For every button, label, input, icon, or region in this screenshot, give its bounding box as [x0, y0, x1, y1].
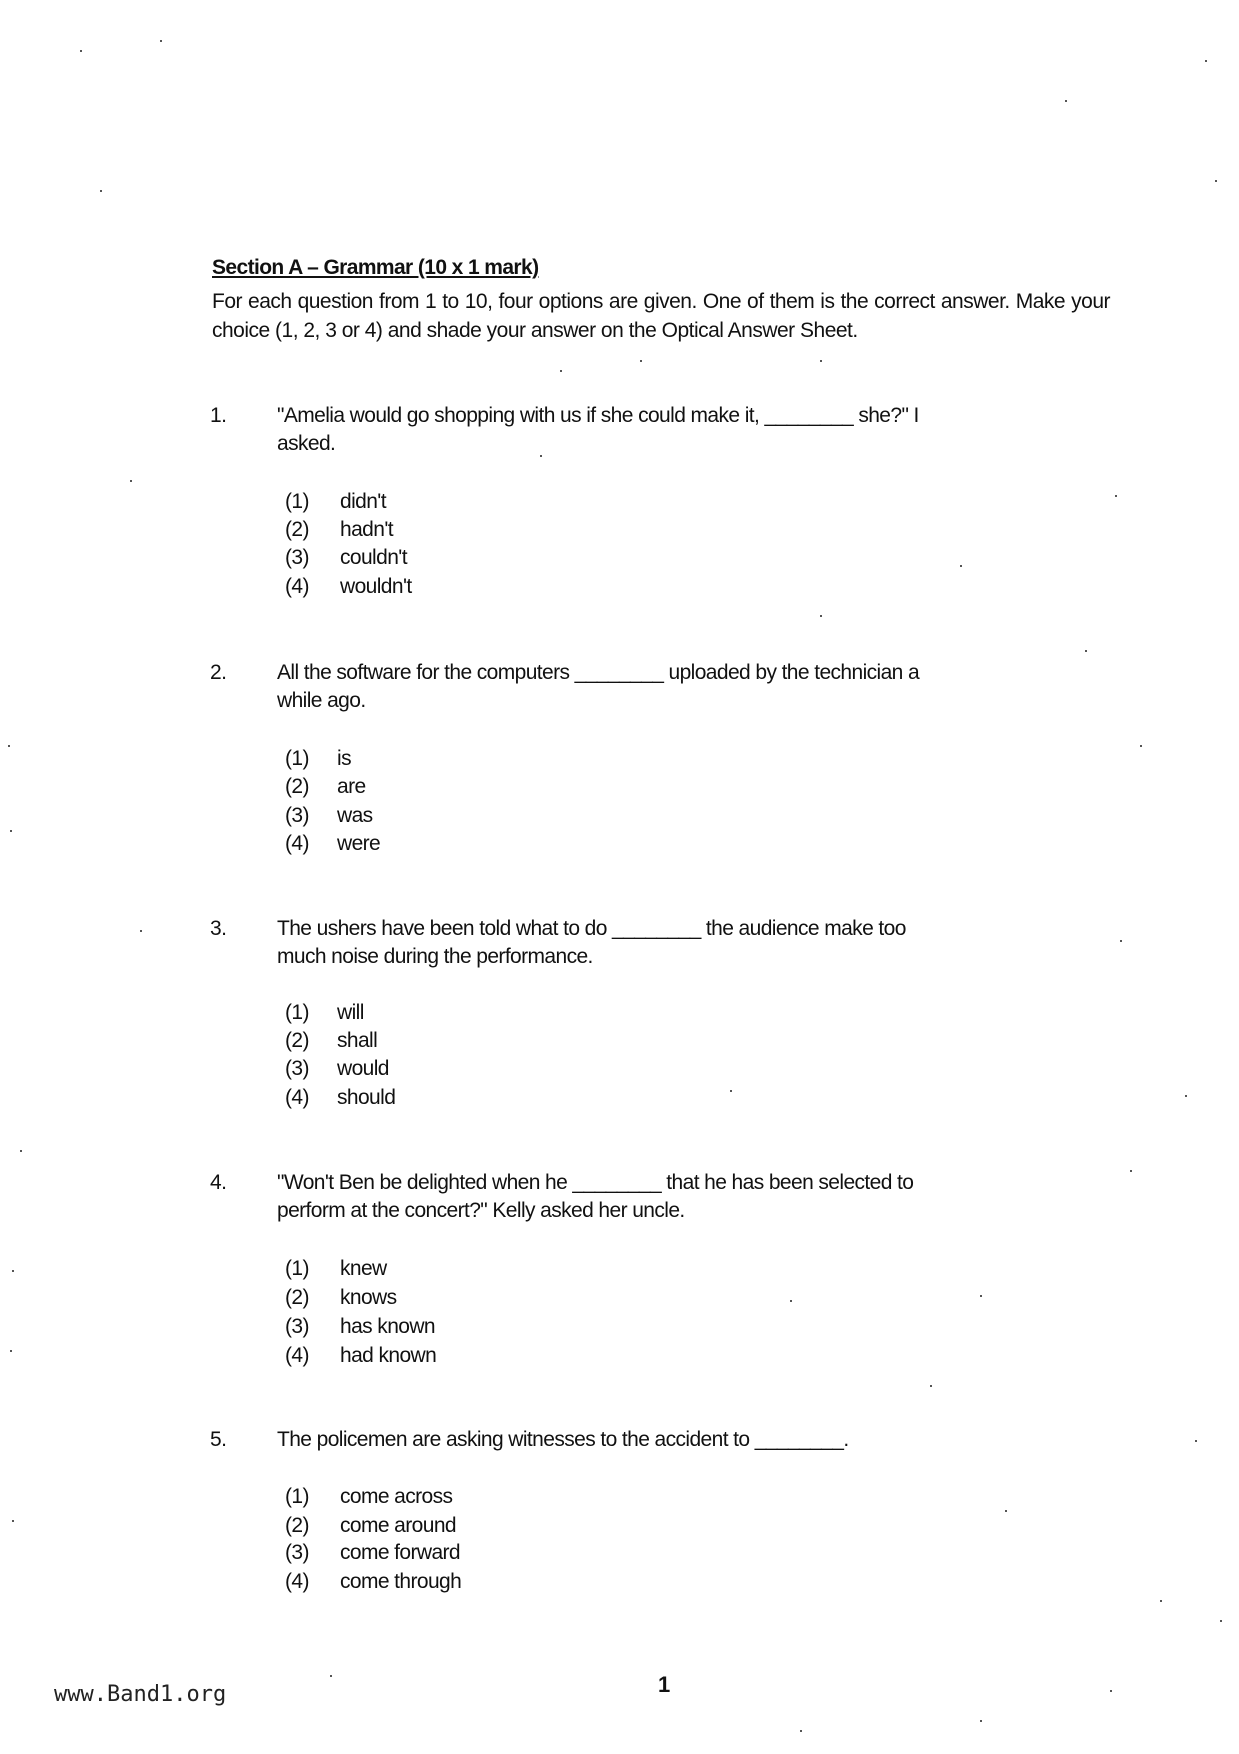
option-text: are	[337, 775, 366, 798]
option-text: didn't	[340, 490, 386, 513]
scan-speck	[1115, 495, 1117, 497]
option-text: will	[337, 1001, 364, 1024]
option-text: knows	[340, 1286, 397, 1309]
scan-speck	[930, 1385, 932, 1387]
option-text: was	[337, 804, 373, 827]
section-instructions: For each question from 1 to 10, four options are given. One of them is the correct answer. Make your choice (1, 2, 3 or 4) and shade your answer on the Optical Answer Sheet.	[212, 290, 1110, 342]
scan-speck	[1215, 180, 1217, 182]
question-text: "Won't Ben be delighted when he ________ that he has been selected to	[277, 1171, 914, 1194]
scan-speck	[640, 360, 642, 362]
question-text: All the software for the computers ________ uploaded by the technician a	[277, 661, 920, 684]
option-number: (2)	[285, 1514, 309, 1537]
section-heading: Section A – Grammar (10 x 1 mark)	[212, 256, 539, 279]
scan-speck	[800, 1730, 802, 1732]
scan-speck	[1130, 1170, 1132, 1172]
scan-speck	[790, 1300, 792, 1302]
option-number: (1)	[285, 1001, 309, 1024]
option-number: (2)	[285, 1286, 309, 1309]
question-text: while ago.	[277, 689, 366, 712]
scan-speck	[560, 370, 562, 372]
option-number: (1)	[285, 1257, 309, 1280]
option-number: (3)	[285, 546, 309, 569]
option-text: had known	[340, 1344, 437, 1367]
scan-speck	[1220, 1620, 1222, 1622]
scan-speck	[540, 455, 542, 457]
option-number: (2)	[285, 1029, 309, 1052]
option-text: should	[337, 1086, 396, 1109]
scan-speck	[1110, 1690, 1112, 1692]
option-text: come across	[340, 1485, 453, 1508]
option-number: (3)	[285, 1541, 309, 1564]
scan-speck	[1205, 60, 1207, 62]
scan-speck	[1185, 1095, 1187, 1097]
option-number: (4)	[285, 575, 309, 598]
option-text: couldn't	[340, 546, 407, 569]
scan-speck	[160, 40, 162, 42]
scan-speck	[10, 1350, 12, 1352]
question-text: The ushers have been told what to do ________ the audience make too	[277, 917, 906, 940]
option-number: (4)	[285, 1344, 309, 1367]
scan-speck	[8, 745, 10, 747]
option-text: would	[337, 1057, 389, 1080]
question-number: 1.	[210, 404, 227, 427]
scan-speck	[12, 1270, 14, 1272]
scan-speck	[140, 930, 142, 932]
question-text: asked.	[277, 432, 336, 455]
scan-speck	[1195, 1440, 1197, 1442]
question-number: 4.	[210, 1171, 227, 1194]
scan-speck	[1140, 745, 1142, 747]
option-number: (3)	[285, 1057, 309, 1080]
option-text: hadn't	[340, 518, 393, 541]
scan-speck	[980, 1720, 982, 1722]
scan-speck	[330, 1675, 332, 1677]
option-text: knew	[340, 1257, 387, 1280]
page-number: 1	[658, 1672, 671, 1697]
option-number: (1)	[285, 490, 309, 513]
scan-speck	[1065, 100, 1067, 102]
scan-speck	[130, 480, 132, 482]
option-number: (4)	[285, 1086, 309, 1109]
option-text: come forward	[340, 1541, 461, 1564]
scan-speck	[730, 1090, 732, 1092]
footer-website: www.Band1.org	[54, 1682, 227, 1707]
question-text: "Amelia would go shopping with us if she could make it, ________ she?" I	[277, 404, 919, 427]
question-text: perform at the concert?" Kelly asked her uncle.	[277, 1199, 685, 1222]
scan-speck	[980, 1295, 982, 1297]
question-text: The policemen are asking witnesses to the accident to ________.	[277, 1428, 849, 1451]
scan-speck	[100, 190, 102, 192]
scan-speck	[1120, 940, 1122, 942]
option-number: (4)	[285, 1570, 309, 1593]
option-text: is	[337, 747, 351, 770]
option-text: were	[337, 832, 381, 855]
option-number: (1)	[285, 747, 309, 770]
scan-speck	[960, 565, 962, 567]
option-number: (2)	[285, 775, 309, 798]
option-number: (3)	[285, 1315, 309, 1338]
question-text: much noise during the performance.	[277, 945, 593, 968]
option-text: has known	[340, 1315, 435, 1338]
question-number: 3.	[210, 917, 227, 940]
option-text: wouldn't	[340, 575, 412, 598]
scan-speck	[820, 615, 822, 617]
option-number: (4)	[285, 832, 309, 855]
option-number: (2)	[285, 518, 309, 541]
option-number: (3)	[285, 804, 309, 827]
scan-speck	[12, 1520, 14, 1522]
scan-speck	[1085, 650, 1087, 652]
scan-speck	[10, 830, 12, 832]
scan-speck	[1160, 1600, 1162, 1602]
scan-speck	[80, 50, 82, 52]
option-text: come through	[340, 1570, 462, 1593]
option-text: come around	[340, 1514, 456, 1537]
question-number: 5.	[210, 1428, 227, 1451]
scan-speck	[20, 1150, 22, 1152]
scan-speck	[1005, 1510, 1007, 1512]
scan-speck	[820, 360, 822, 362]
option-text: shall	[337, 1029, 378, 1052]
option-number: (1)	[285, 1485, 309, 1508]
question-number: 2.	[210, 661, 227, 684]
